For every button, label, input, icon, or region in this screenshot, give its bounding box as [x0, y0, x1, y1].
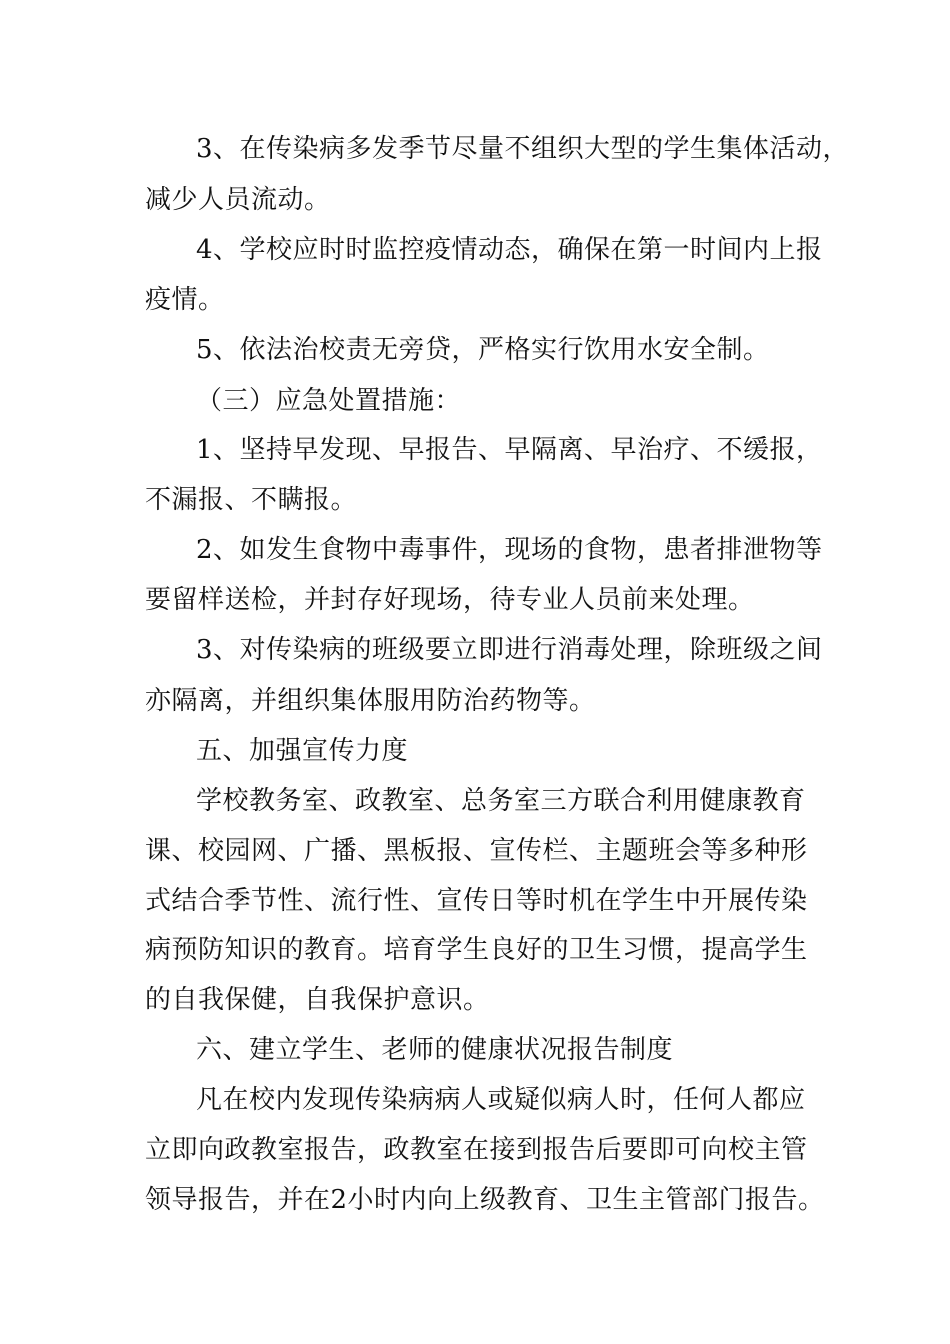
- text-line: 的自我保健，自我保护意识。: [145, 985, 490, 1015]
- text-line: 学校教务室、政教室、总务室三方联合利用健康教育: [196, 786, 806, 816]
- text-line: 1、坚持早发现、早报告、早隔离、早治疗、不缓报，: [196, 435, 823, 465]
- text-line: 5、依法治校责无旁贷，严格实行饮用水安全制。: [196, 335, 770, 365]
- text-line: 3、在传染病多发季节尽量不组织大型的学生集体活动，: [196, 134, 850, 164]
- text-line: 病预防知识的教育。培育学生良好的卫生习惯，提高学生: [145, 935, 808, 965]
- text-line: 不漏报、不瞒报。: [145, 485, 358, 515]
- text-line: 领导报告，并在2小时内向上级教育、卫生主管部门报告。: [145, 1185, 825, 1215]
- text-line: 课、校园网、广播、黑板报、宣传栏、主题班会等多种形: [145, 836, 808, 866]
- text-line: 式结合季节性、流行性、宣传日等时机在学生中开展传染: [145, 886, 808, 916]
- text-line: 3、对传染病的班级要立即进行消毒处理，除班级之间: [196, 635, 823, 665]
- section-heading: 五、加强宣传力度: [196, 736, 409, 766]
- text-line: 立即向政教室报告，政教室在接到报告后要即可向校主管: [145, 1135, 808, 1165]
- text-line: 亦隔离，并组织集体服用防治药物等。: [145, 686, 596, 716]
- text-line: 减少人员流动。: [145, 185, 331, 215]
- text-line: 要留样送检，并封存好现场，待专业人员前来处理。: [145, 585, 755, 615]
- text-line: 2、如发生食物中毒事件，现场的食物，患者排泄物等: [196, 535, 823, 565]
- text-line: 凡在校内发现传染病病人或疑似病人时，任何人都应: [196, 1085, 806, 1115]
- text-line: 4、学校应时时监控疫情动态，确保在第一时间内上报: [196, 235, 823, 265]
- section-heading: 六、建立学生、老师的健康状况报告制度: [196, 1035, 674, 1065]
- section-heading: （三）应急处置措施：: [196, 386, 462, 416]
- text-line: 疫情。: [145, 285, 225, 315]
